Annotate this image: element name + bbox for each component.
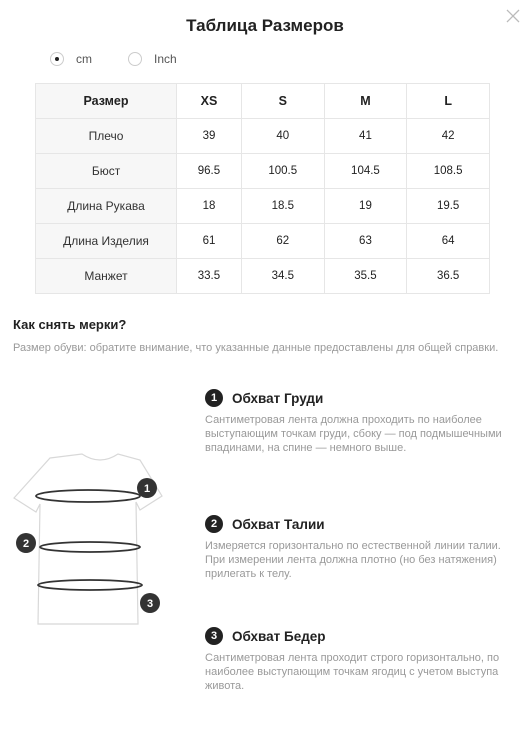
section-desc: Сантиметровая лента проходит строго горизонтально, по наиболее выступающим точкам ягодиц с учетом выступа живота. [205, 652, 500, 692]
cell: 108.5 [407, 154, 490, 189]
marker-3-label: 3 [146, 598, 154, 610]
cell: 100.5 [241, 154, 324, 189]
section-title: Обхват Бедер [232, 628, 326, 644]
table-header-row [36, 84, 490, 119]
chest-section [205, 389, 505, 455]
row-label: Длина Рукава [36, 189, 177, 224]
row-label: Длина Изделия [36, 224, 177, 259]
cell: 62 [241, 224, 324, 259]
cell: 39 [177, 119, 242, 154]
section-desc: Измеряется горизонтально по естественной линии талии. При измерении лента должна плотно (но без натяжения) прилегать к телу. [205, 540, 501, 580]
tshirt-diagram [10, 452, 170, 632]
table-row [36, 259, 490, 294]
row-label: Бюст [36, 154, 177, 189]
marker-2-label: 2 [22, 538, 30, 550]
row-label: Манжет [36, 259, 177, 294]
cell: 35.5 [324, 259, 407, 294]
cell: 61 [177, 224, 242, 259]
cell: 40 [241, 119, 324, 154]
cell: 33.5 [177, 259, 242, 294]
hip-line [38, 580, 142, 590]
table-row [36, 154, 490, 189]
table-row [36, 189, 490, 224]
chest-line [36, 490, 140, 502]
table-row [36, 224, 490, 259]
header-s: S [241, 84, 324, 119]
section-title: Обхват Груди [232, 390, 324, 406]
howto-title: Как снять мерки? [13, 317, 127, 332]
cell: 36.5 [407, 259, 490, 294]
marker-3 [140, 593, 160, 613]
inch-radio[interactable] [128, 52, 142, 66]
waist-line [40, 542, 140, 552]
header-size: Размер [36, 84, 177, 119]
cell: 19 [324, 189, 407, 224]
waist-section [205, 515, 505, 581]
cell: 64 [407, 224, 490, 259]
cell: 96.5 [177, 154, 242, 189]
inch-label: Inch [154, 52, 177, 66]
cell: 63 [324, 224, 407, 259]
step-number-2: 2 [205, 515, 223, 533]
header-xs: XS [177, 84, 242, 119]
table-row [36, 119, 490, 154]
cm-radio[interactable] [50, 52, 64, 66]
cell: 41 [324, 119, 407, 154]
howto-note: Размер обуви: обратите внимание, что указанные данные предоставлены для общей справки. [13, 342, 499, 354]
cell: 18 [177, 189, 242, 224]
tshirt-outline [14, 454, 162, 624]
page-title: Таблица Размеров [186, 16, 344, 35]
unit-switch [50, 52, 213, 66]
marker-2 [16, 533, 36, 553]
unit-option-inch[interactable] [128, 52, 177, 66]
hip-section [205, 627, 505, 693]
cell: 104.5 [324, 154, 407, 189]
step-number-3: 3 [205, 627, 223, 645]
step-number-1: 1 [205, 389, 223, 407]
row-label: Плечо [36, 119, 177, 154]
section-desc: Сантиметровая лента должна проходить по наиболее выступающим точкам груди, сбоку — под подмышечными впадинами, на спине — немного выше. [205, 414, 502, 454]
marker-1 [137, 478, 157, 498]
size-table [35, 83, 490, 294]
header-l: L [407, 84, 490, 119]
cm-label: cm [76, 52, 92, 66]
cell: 19.5 [407, 189, 490, 224]
cell: 34.5 [241, 259, 324, 294]
unit-option-cm[interactable] [50, 52, 92, 66]
cell: 18.5 [241, 189, 324, 224]
marker-1-label: 1 [143, 483, 151, 495]
header-m: M [324, 84, 407, 119]
cell: 42 [407, 119, 490, 154]
section-title: Обхват Талии [232, 516, 325, 532]
